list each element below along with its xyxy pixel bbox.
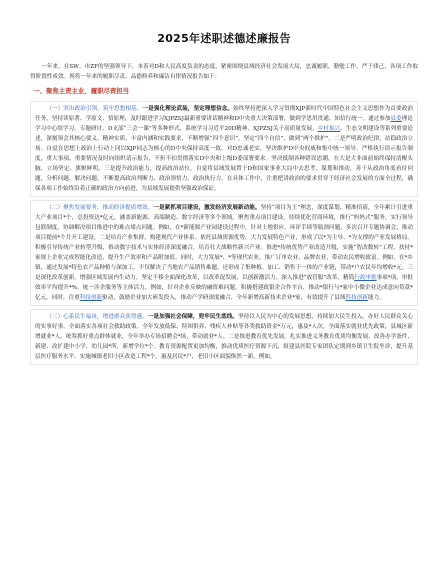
block-2-paragraph — [35, 203, 413, 303]
block-1-subtitle: （一）突出政治引领，筑牢思想根基。 — [46, 106, 143, 112]
block-2-lead: 一是紧抓项目建设，激发经济发展新动能。 — [153, 205, 261, 211]
block-1-paragraph — [35, 104, 413, 194]
block-3-lead: 一是加强社会保障，兜牢民生底线。 — [147, 314, 239, 320]
block-3-paragraph — [35, 312, 413, 362]
section-heading: 一、聚焦主责主业，履职尽责担当 — [33, 87, 130, 95]
keyword-link[interactable]: 行政审批 — [354, 275, 377, 281]
keyword-link[interactable]: 县委 — [390, 116, 402, 122]
keyword-link[interactable]: 乡村振兴 — [317, 126, 341, 132]
block-3-subtitle: （三）心系民生福祉，增进群众获得感。 — [46, 314, 148, 320]
block-2-text: 坚持“项目为王”理念，深度谋划、精准招商，全年累计引进重大产业项目*个，总投资达*亿元，涵盖新能源、高端制造、数字经济等多个领域。聚焦重点项目建设，持续优化营商环境，推行“妈妈式”服务，实行领导包联制度，协调解决项目推进中的难点堵点问题。例如，在*新能源产业园建设过程中，针对土地供应、环评手续等瓶颈问题，多次召开专题协调会，推动项目提前*个月开工建设。二是培育产业集群，构建现代产业体系。依托县域资源优势，大力发展特色产业，形成了以*为主导、*为支撑的产业发展格局。积极引导传统产业转型升级，推动数字技术与实体经济深度融合，培育壮大战略性新兴产业。推进*传统优势产业改造升级，实施“智改数转”工程，扶持*家规上企业完成智能化改造，提升生产效率和产品附加值。同时，大力发展*、*等现代农业，推广订单农业、品牌农业，带动农民增收致富。例如，在*乡镇，通过发展*特色农产品种植与深加工，不仅解决了当地农产品销售难题，还形成了集种植、加工、销售于一体的产业链，带动*户农民年均增收*元。三是深化改革创新，增强区域发展内生动力。坚定不移全面深化改革，以改革促发展，以创新激活力。深入推进“放管服”改革，精简行政审批事项*项，审批效率平均提升*%。统一涉企服务等主体活力，例如，针对企业反映的融资难问题，积极搭建政银企合作平台，推动*银行与*家中小微企业达成意向贷款*亿元。同时，注重科技创新驱动，鼓励企业加大研发投入，推动产学研深度融合，全年新增高新技术企业*家，有效提升了县域科技创新能力。 — [35, 205, 413, 301]
intro-paragraph: 一年来，在SW、市ZF的坚强领导下，本着对D和人民高度负责的态度，紧密围绕县域经济社会发展大局，忠诚履职，勤勉工作，严于律己，各项工作取得阶段性成效。现将一年来的履职尽责、品德修养和廉洁自律情况报告如下： — [30, 64, 418, 80]
section-block-3 — [30, 309, 418, 365]
block-3-text: 坚持以人民为中心的发展思想，持续加大民生投入，办好人民群众关心的实事好事。全面落实各项社会救助政策，全年发放低保、特困供养、残疾人补贴等各类救助资金*万元，惠及*人次。全面落实就业优先政策，县城区新增就业*人，统筹抓好重点群体就业，全年举办专场招聘会*场，带动就业*人。二是推进教育优先发展。扎实推进义务教育优质均衡发展，改善办学条件，新建、改扩建中小学、幼儿园*所，新增学位*个。教育资源配置更加均衡，推动优质医疗资源下沉，组建县医院专家团队定期到乡镇卫生院坐诊，提升基层医疗服务水平。实施城镇老旧小区改造工程*个，惠及居民*户，老旧小区面貌焕然一新。例如， — [35, 314, 413, 360]
block-2-subtitle: （二）聚焦发展要务，推动经济提质增效。 — [46, 205, 154, 211]
section-block-1 — [30, 101, 418, 197]
block-1-text: 始终坚持把深入学习贯彻XJP新时代中国特色社会主义思想作为首要政治任务，坚持读原著、学原文、悟原理，及时跟进学习XJPZSJ最新重要讲话精神和D中央重大决策部署，做到学思用贯通、知信行统一。通过参加县委理论学习中心组学习、专题研讨、D支部“三会一课”等多种形式，系统学习习近平20D精神、XJPZSJ关于高质量发展、乡村振兴、生态文明建设等系列重要论述，深刻领会其核心要义、精神实质、丰富内涵和实践要求，不断增强“四个意识”，坚定“四个自信”，做到“两个维护”。二是严明政治纪律，站稳政治立场。自觉在思想上政治上行动上同以XJP同志为核心的D中央保持高度一致，对D忠诚老实，坚决维护D中央权威和集中统一领导。严格执行请示报告制度，重大事项、重要情况及时向组织请示报告，不折不扣贯彻落实D中央和上级D委部署要求。坚决抵制各种错误思潮，在大是大非面前始终保持清醒头脑，立场坚定、旗帜鲜明。三是提升政治能力，提高政治站位。自觉将县域发展置于D和国家事业大局中去思考、谋划和推动，善于从政治角度看待问题、分析问题、解决问题，不断提高政治判断力、政治领悟力、政治执行力。在具体工作中，注重把讲政治的要求贯穿于经济社会发展的方面全过程，确保各项工作始终沿着正确的政治方向前进，为县域发展提供坚强政治保证。 — [35, 106, 413, 192]
keyword-link[interactable]: 科技创新 — [345, 295, 368, 301]
document-title: 2025年述职述德述廉报告 — [157, 32, 291, 45]
keyword-link[interactable]: 科技创新 — [79, 295, 103, 301]
block-1-lead: 一是强化理论武装，坚定理想信念。 — [142, 106, 234, 112]
section-block-2 — [30, 200, 418, 306]
